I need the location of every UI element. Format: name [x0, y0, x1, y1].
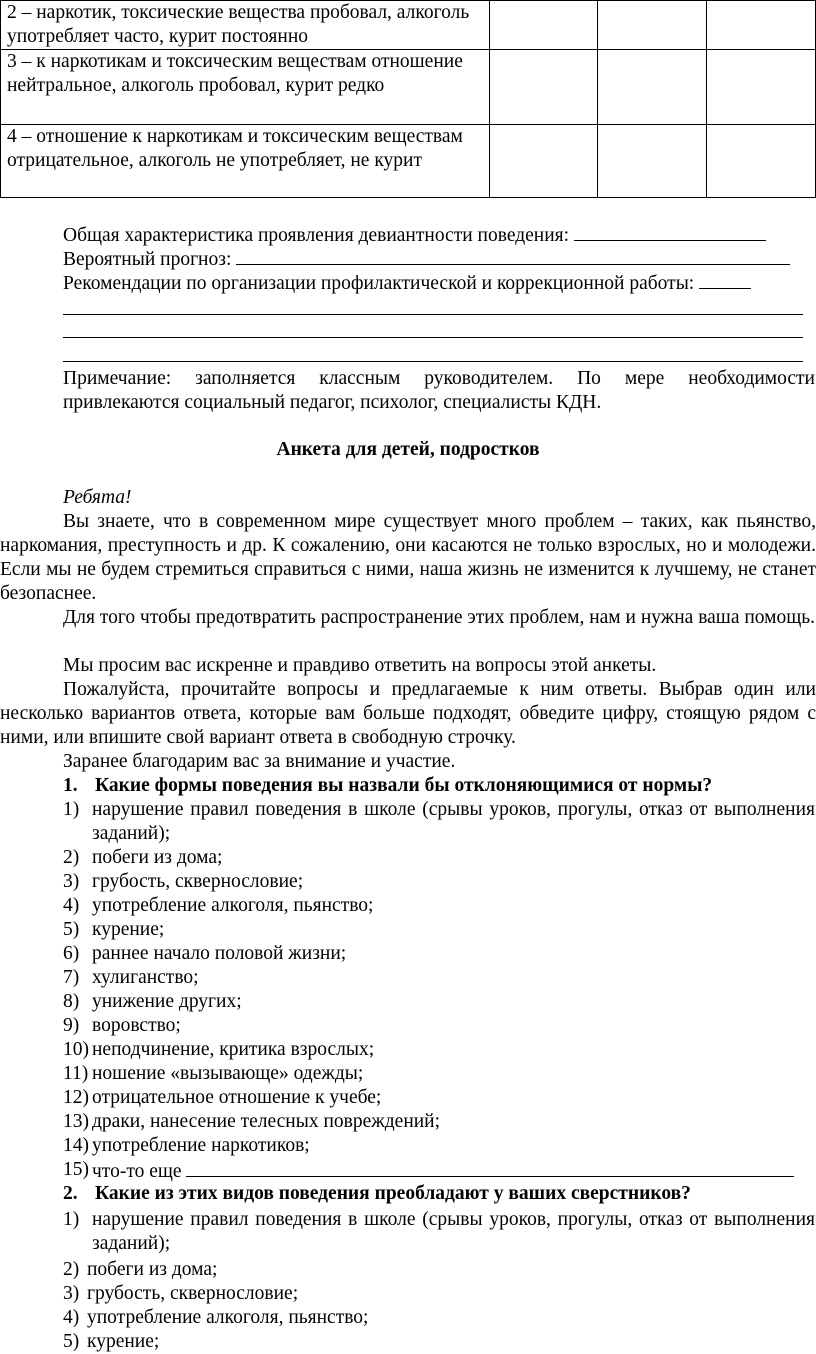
general-characteristic-blank[interactable] — [574, 222, 766, 241]
list-item[interactable] — [63, 1282, 815, 1306]
table-row — [1, 125, 816, 198]
option-number: 13) — [63, 1111, 89, 1132]
option-text: драки, нанесение телесных повреждений; — [92, 1111, 441, 1132]
other-answer-blank[interactable] — [186, 1158, 794, 1177]
question-1-title — [63, 774, 712, 798]
recommendations-blank[interactable] — [699, 270, 751, 289]
option-number: 5) — [63, 1331, 80, 1352]
question-2-title — [63, 1182, 691, 1206]
option-text: употребление алкоголя, пьянство; — [92, 895, 374, 916]
table-cell-empty — [489, 1, 598, 50]
option-number: 4) — [63, 1307, 80, 1328]
list-item[interactable] — [63, 894, 815, 918]
option-number: 11) — [63, 1063, 89, 1084]
option-number: 3) — [63, 871, 80, 892]
option-number: 8) — [63, 991, 80, 1012]
list-item[interactable] — [63, 1086, 815, 1110]
table-cell-description: 4 – отношение к наркотикам и токсическим веществам отрицательное, алкоголь не употребляет, не курит — [1, 125, 490, 198]
option-number: 9) — [63, 1015, 80, 1036]
option-text: побеги из дома; — [87, 1259, 218, 1280]
question-number: 1. — [63, 775, 78, 796]
table-cell-empty — [598, 50, 707, 125]
option-text: грубость, сквернословие; — [87, 1283, 299, 1304]
survey-paragraph: Для того чтобы предотвратить распространение этих проблем, нам и нужна ваша помощь. — [63, 607, 816, 628]
prognosis-label: Вероятный прогноз: — [63, 249, 232, 270]
deviance-level-table — [0, 0, 816, 198]
recommendations-blank-line[interactable] — [63, 314, 803, 315]
option-text: неподчинение, критика взрослых; — [92, 1039, 375, 1060]
prognosis-blank[interactable] — [236, 246, 790, 265]
option-text: курение; — [87, 1331, 160, 1352]
note: Примечание: заполняется классным руководителем. По мере необходимости привлекаются социальный педагог, психолог, специалисты КДН. — [63, 368, 815, 413]
list-item[interactable] — [63, 870, 815, 894]
option-number: 7) — [63, 967, 80, 988]
option-number: 15) — [63, 1159, 89, 1180]
option-number: 10) — [63, 1039, 89, 1060]
option-text: грубость, сквернословие; — [92, 871, 304, 892]
option-number: 12) — [63, 1087, 89, 1108]
table-row — [1, 50, 816, 125]
general-characteristic-line — [63, 222, 815, 248]
prognosis-line — [63, 246, 815, 272]
option-text: побеги из дома; — [92, 847, 223, 868]
option-number: 2) — [63, 847, 80, 868]
survey-title: Анкета для детей, подростков — [276, 439, 540, 460]
option-text: унижение других; — [92, 991, 242, 1012]
list-item[interactable] — [63, 1062, 815, 1086]
survey-paragraph: Вы знаете, что в современном мире существует много проблем – таких, как пьянство, наркомания, преступность и др. К сожалению, они касаются не только взрослых, но и молодежи. Если мы не будем стремиться справиться с ними, наша жизнь не изменится к лучшему, не станет безопаснее. — [0, 511, 816, 604]
option-text: употребление наркотиков; — [92, 1135, 310, 1156]
table-cell-empty — [707, 1, 816, 50]
option-number: 6) — [63, 943, 80, 964]
recommendations-blank-line[interactable] — [63, 337, 803, 338]
option-text: употребление алкоголя, пьянство; — [87, 1307, 369, 1328]
table-cell-empty — [489, 125, 598, 198]
table-cell-description: 3 – к наркотикам и токсическим веществам отношение нейтральное, алкоголь пробовал, курит редко — [1, 50, 490, 125]
list-item[interactable] — [63, 966, 815, 990]
list-item[interactable] — [63, 1110, 815, 1134]
option-number: 2) — [63, 1259, 80, 1280]
option-number: 4) — [63, 895, 80, 916]
option-number: 1) — [63, 799, 80, 820]
list-item[interactable] — [63, 1208, 815, 1256]
list-item[interactable] — [63, 918, 815, 942]
table-cell-empty — [598, 1, 707, 50]
recommendations-line — [63, 270, 815, 296]
list-item[interactable] — [63, 1330, 815, 1354]
list-item[interactable] — [63, 1014, 815, 1038]
general-characteristic-label: Общая характеристика проявления девиантности поведения: — [63, 225, 570, 246]
option-text: курение; — [92, 919, 165, 940]
recommendations-blank-line[interactable] — [63, 361, 803, 362]
survey-paragraph: Заранее благодарим вас за внимание и участие. — [63, 751, 456, 772]
list-item[interactable] — [63, 798, 815, 846]
option-number: 1) — [63, 1209, 80, 1230]
list-item[interactable] — [63, 1258, 815, 1282]
list-item[interactable] — [63, 1038, 815, 1062]
list-item[interactable] — [63, 990, 815, 1014]
option-text: нарушение правил поведения в школе (срывы уроков, прогулы, отказ от выполнения заданий); — [92, 799, 815, 844]
option-text: воровство; — [92, 1015, 181, 1036]
table-cell-empty — [489, 50, 598, 125]
table-row — [1, 1, 816, 50]
survey-paragraph: Мы просим вас искренне и правдиво ответить на вопросы этой анкеты. — [63, 655, 657, 676]
option-text: раннее начало половой жизни; — [92, 943, 347, 964]
option-other — [63, 1158, 815, 1184]
question-text: Какие из этих видов поведения преобладают у ваших сверстников? — [95, 1183, 691, 1204]
table-cell-description: 2 – наркотик, токсические вещества пробовал, алкоголь употребляет часто, курит постоянно — [1, 1, 490, 50]
option-text: отрицательное отношение к учебе; — [92, 1087, 382, 1108]
table-cell-empty — [707, 125, 816, 198]
list-item[interactable] — [63, 1158, 815, 1184]
list-item[interactable] — [63, 942, 815, 966]
list-item[interactable] — [63, 1134, 815, 1158]
list-item[interactable] — [63, 846, 815, 870]
table-cell-empty — [707, 50, 816, 125]
option-text: хулиганство; — [92, 967, 199, 988]
survey-greeting: Ребята! — [63, 487, 132, 508]
option-number: 5) — [63, 919, 80, 940]
question-number: 2. — [63, 1183, 78, 1204]
table-cell-empty — [598, 125, 707, 198]
option-number: 14) — [63, 1135, 89, 1156]
list-item[interactable] — [63, 1306, 815, 1330]
option-text: нарушение правил поведения в школе (срывы уроков, прогулы, отказ от выполнения заданий); — [92, 1209, 815, 1254]
option-number: 3) — [63, 1283, 80, 1304]
option-text: ношение «вызывающе» одежды; — [92, 1063, 364, 1084]
question-text: Какие формы поведения вы назвали бы отклоняющимися от нормы? — [95, 775, 713, 796]
option-text: что-то еще — [92, 1161, 182, 1182]
recommendations-label: Рекомендации по организации профилактической и коррекционной работы: — [63, 273, 695, 294]
survey-paragraph: Пожалуйста, прочитайте вопросы и предлагаемые к ним ответы. Выбрав один или несколько вариантов ответа, которые вам больше подходят, обведите цифру, стоящую рядом с ними, или впишите свой вариант ответа в свободную строчку. — [0, 679, 816, 748]
